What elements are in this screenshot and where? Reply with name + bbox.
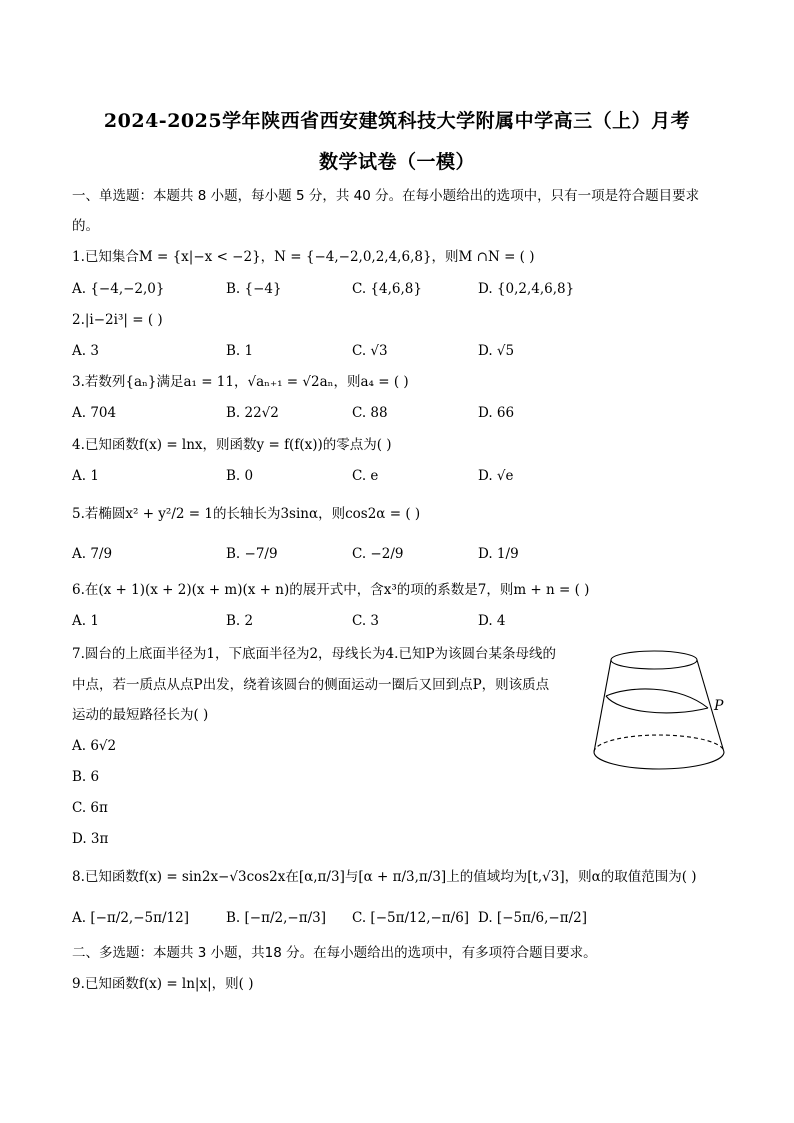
q6-option-d: D. 4 <box>478 613 506 629</box>
q7-option-b: B. 6 <box>72 769 100 785</box>
q1-stem: 1.已知集合M = {x|−x < −2}，N = {−4,−2,0,2,4,6,8}，则M ∩N = ( ) <box>72 249 535 265</box>
q8-stem: 8.已知函数f(x) = sin2x−√3cos2x在[α,π/3]与[α + π/3,π/3]上的值域均为[t,√3]，则α的取值范围为( ) <box>72 869 697 885</box>
frustum-bottom-back <box>594 735 724 752</box>
q7-option-d: D. 3π <box>72 831 109 847</box>
q4-option-c: C. e <box>352 468 379 484</box>
q4-stem: 4.已知函数f(x) = lnx，则函数y = f(f(x))的零点为( ) <box>72 437 392 453</box>
q7-stem-line2: 中点，若一质点从点P出发，绕着该圆台的侧面运动一圈后又回到点P，则该质点 <box>72 677 550 693</box>
q5-option-a: A. 7/9 <box>72 546 113 562</box>
q5-option-c: C. −2/9 <box>352 546 404 562</box>
q2-option-a: A. 3 <box>72 343 99 359</box>
frustum-top-ellipse <box>611 651 697 669</box>
section1-heading-line2: 的。 <box>72 218 99 234</box>
q3-option-c: C. 88 <box>352 405 388 421</box>
q6-option-b: B. 2 <box>226 613 254 629</box>
exam-title-line2: 数学试卷（一模） <box>318 151 475 173</box>
q7-option-c: C. 6π <box>72 800 108 816</box>
q1-option-a: A. {−4,−2,0} <box>72 281 165 297</box>
q2-stem: 2.|i−2i³| = ( ) <box>72 312 163 328</box>
frustum-bottom-front <box>594 752 724 769</box>
q2-option-d: D. √5 <box>478 343 515 359</box>
q6-option-c: C. 3 <box>352 613 380 629</box>
q4-option-a: A. 1 <box>72 468 99 484</box>
q7-stem-line3: 运动的最短路径长为( ) <box>72 707 209 723</box>
q8-option-d: D. [−5π/6,−π/2] <box>478 910 587 926</box>
q8-option-a: A. [−π/2,−5π/12] <box>72 910 189 926</box>
q4-option-b: B. 0 <box>226 468 254 484</box>
q5-option-b: B. −7/9 <box>226 546 278 562</box>
q7-stem-line1: 7.圆台的上底面半径为1，下底面半径为2，母线长为4.已知P为该圆台某条母线的 <box>72 646 557 662</box>
section1-heading-line1: 一、单选题：本题共 8 小题，每小题 5 分，共 40 分。在每小题给出的选项中，只有一项是符合题目要求 <box>72 188 700 204</box>
q3-option-d: D. 66 <box>478 405 515 421</box>
q2-option-c: C. √3 <box>352 343 388 359</box>
section2-heading: 二、多选题：本题共 3 小题，共18 分。在每小题给出的选项中，有多项符合题目要求。 <box>72 945 597 961</box>
q1-option-c: C. {4,6,8} <box>352 281 422 297</box>
frustum-figure <box>588 648 738 778</box>
q5-option-d: D. 1/9 <box>478 546 519 562</box>
frustum-path-back <box>606 689 708 708</box>
q6-option-a: A. 1 <box>72 613 99 629</box>
q8-option-b: B. [−π/2,−π/3] <box>226 910 326 926</box>
frustum-left-side <box>594 660 611 752</box>
q5-stem: 5.若椭圆x² + y²/2 = 1的长轴长为3sinα，则cos2α = ( ) <box>72 506 421 522</box>
q3-option-b: B. 22√2 <box>226 405 279 421</box>
q4-option-d: D. √e <box>478 468 514 484</box>
q1-option-b: B. {−4} <box>226 281 282 297</box>
q3-stem: 3.若数列{aₙ}满足a₁ = 11，√aₙ₊₁ = √2aₙ，则a₄ = ( ) <box>72 374 409 390</box>
q8-option-c: C. [−5π/12,−π/6] <box>352 910 470 926</box>
q9-stem: 9.已知函数f(x) = ln|x|，则( ) <box>72 976 254 992</box>
exam-title-line1: 2024-2025学年陕西省西安建筑科技大学附属中学高三（上）月考 <box>103 110 691 132</box>
point-p-label: P <box>714 698 724 714</box>
q1-option-d: D. {0,2,4,6,8} <box>478 281 575 297</box>
q3-option-a: A. 704 <box>72 405 117 421</box>
q2-option-b: B. 1 <box>226 343 254 359</box>
q7-option-a: A. 6√2 <box>72 738 117 754</box>
q6-stem: 6.在(x + 1)(x + 2)(x + m)(x + n)的展开式中，含x³的项的系数是7，则m + n = ( ) <box>72 582 590 598</box>
